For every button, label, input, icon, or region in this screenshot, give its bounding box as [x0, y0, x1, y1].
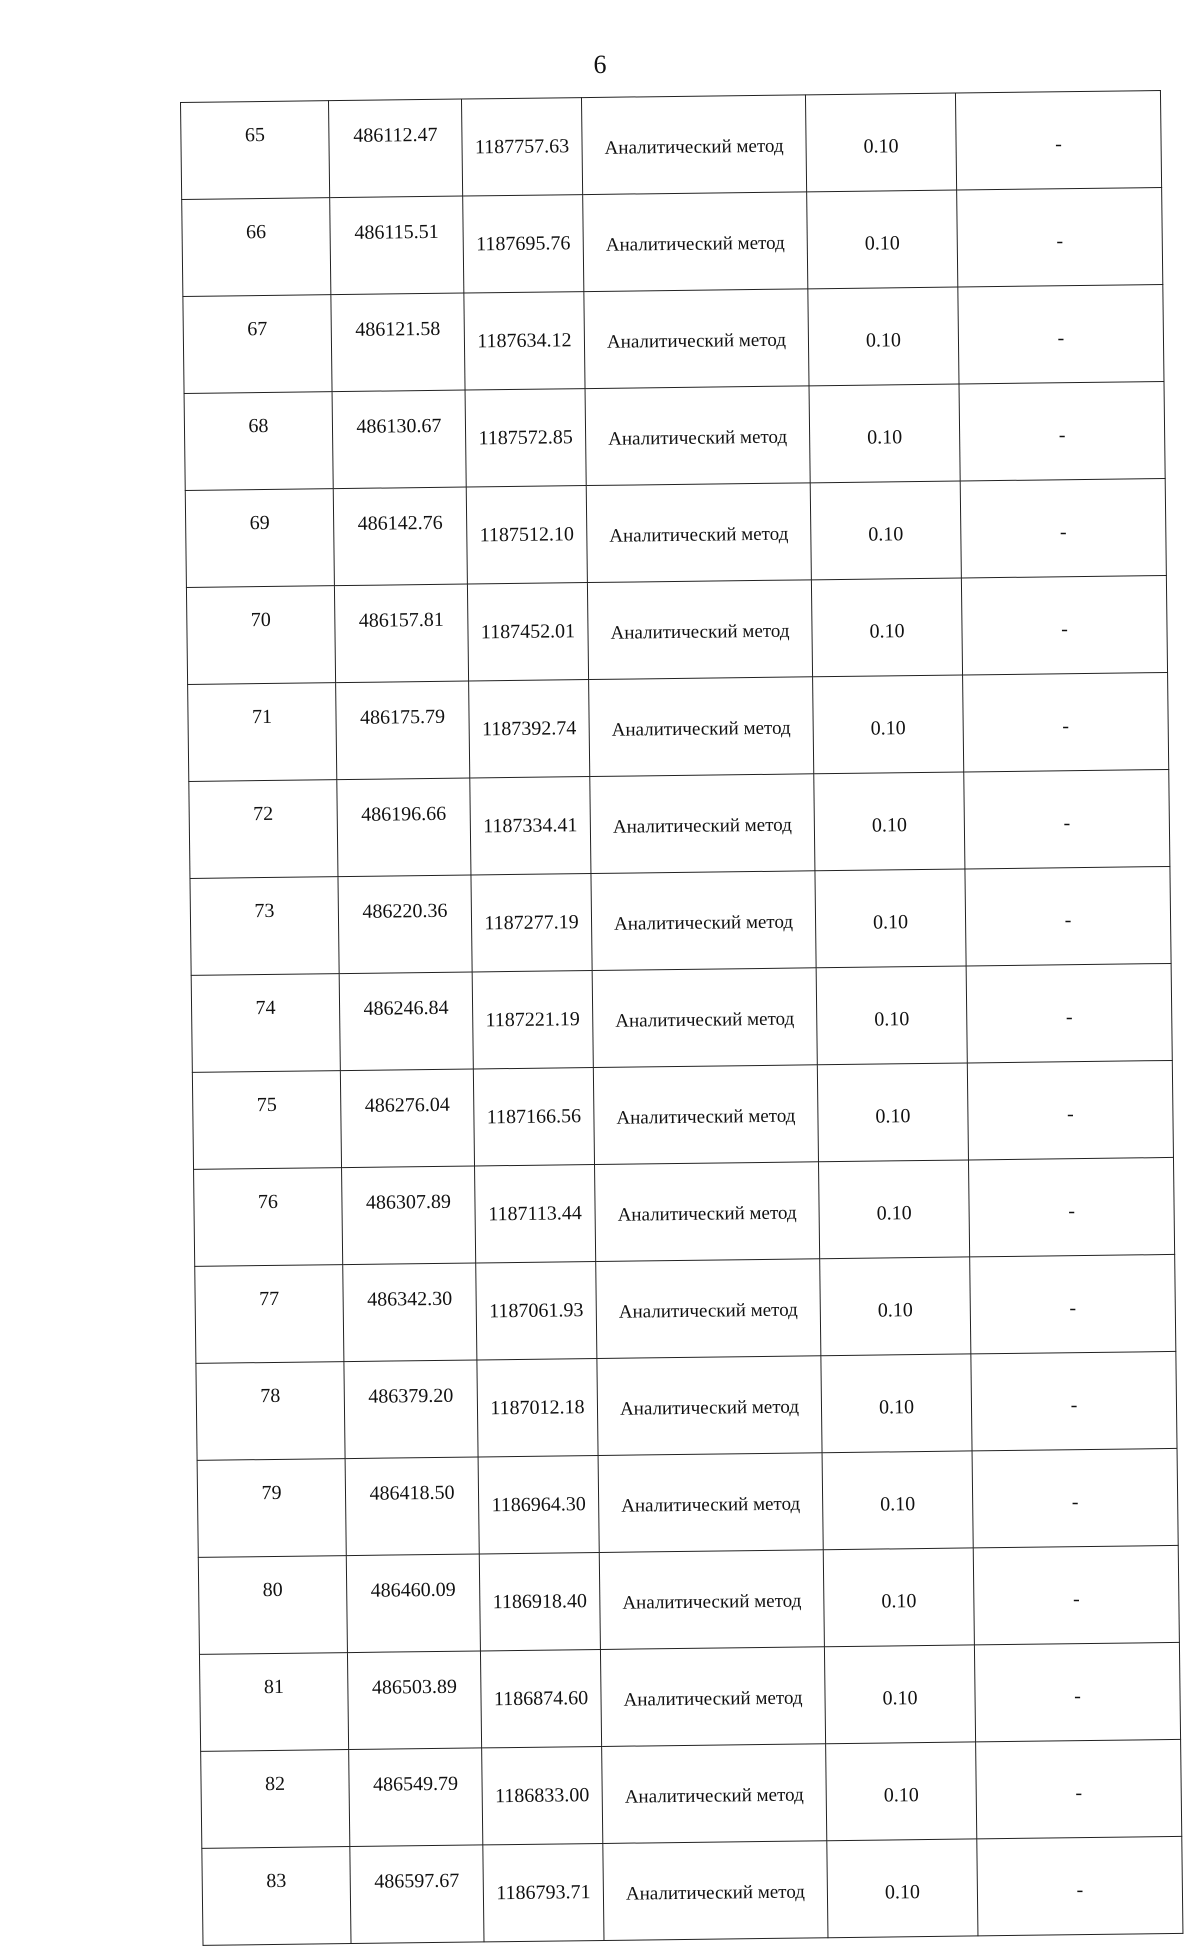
coordinate-y-cell: 1187512.10 — [466, 486, 587, 584]
point-number-cell: 78 — [196, 1362, 345, 1461]
note-cell: - — [971, 1351, 1177, 1450]
coordinate-y-cell: 1186964.30 — [478, 1455, 599, 1553]
point-number-cell: 67 — [183, 295, 332, 394]
coordinate-x-cell: 486130.67 — [332, 390, 466, 489]
method-cell: Аналитический метод — [598, 1453, 823, 1553]
table-row — [184, 381, 1165, 490]
table-row — [183, 285, 1164, 394]
method-cell: Аналитический метод — [590, 774, 815, 874]
point-number-cell: 77 — [195, 1265, 344, 1364]
method-cell: Аналитический метод — [592, 968, 817, 1068]
coordinate-x-cell: 486246.84 — [339, 972, 473, 1071]
method-cell: Аналитический метод — [586, 483, 811, 583]
coordinate-y-cell: 1187012.18 — [477, 1359, 598, 1457]
coordinate-y-cell: 1186793.71 — [483, 1843, 604, 1941]
accuracy-cell: 0.10 — [827, 1839, 978, 1938]
coordinate-x-cell: 486220.36 — [338, 875, 472, 974]
point-number-cell: 69 — [185, 489, 334, 588]
coordinate-y-cell: 1187113.44 — [475, 1165, 596, 1263]
point-number-cell: 79 — [197, 1459, 346, 1558]
coordinates-table-body — [181, 91, 1183, 1946]
coordinates-table-wrapper — [180, 90, 1182, 1946]
table-row — [182, 188, 1163, 297]
accuracy-cell: 0.10 — [818, 1160, 969, 1259]
table-row — [189, 769, 1170, 878]
coordinate-x-cell: 486379.20 — [344, 1360, 478, 1459]
method-cell: Аналитический метод — [599, 1550, 824, 1650]
coordinate-y-cell: 1187572.85 — [465, 389, 586, 487]
coordinate-y-cell: 1187392.74 — [469, 680, 590, 778]
note-cell: - — [970, 1254, 1176, 1353]
method-cell: Аналитический метод — [603, 1841, 828, 1941]
method-cell: Аналитический метод — [584, 289, 809, 389]
method-cell: Аналитический метод — [587, 580, 812, 680]
table-row — [185, 478, 1166, 587]
accuracy-cell: 0.10 — [810, 481, 961, 580]
coordinate-x-cell: 486503.89 — [347, 1651, 481, 1750]
coordinate-x-cell: 486418.50 — [345, 1457, 479, 1556]
accuracy-cell: 0.10 — [815, 869, 966, 968]
coordinates-table — [180, 90, 1183, 1946]
note-cell: - — [958, 285, 1164, 384]
method-cell: Аналитический метод — [593, 1065, 818, 1165]
coordinate-y-cell: 1186918.40 — [479, 1552, 600, 1650]
coordinate-x-cell: 486342.30 — [343, 1263, 477, 1362]
method-cell: Аналитический метод — [581, 95, 806, 195]
accuracy-cell: 0.10 — [813, 675, 964, 774]
accuracy-cell: 0.10 — [823, 1548, 974, 1647]
note-cell: - — [955, 91, 1161, 190]
accuracy-cell: 0.10 — [814, 772, 965, 871]
point-number-cell: 81 — [199, 1653, 348, 1752]
method-cell: Аналитический метод — [596, 1259, 821, 1359]
accuracy-cell: 0.10 — [816, 966, 967, 1065]
point-number-cell: 80 — [198, 1556, 347, 1655]
table-row — [198, 1545, 1179, 1654]
table-row — [191, 963, 1172, 1072]
accuracy-cell: 0.10 — [820, 1257, 971, 1356]
note-cell: - — [959, 381, 1165, 480]
note-cell: - — [964, 769, 1170, 868]
coordinate-y-cell: 1187166.56 — [473, 1068, 594, 1166]
note-cell: - — [961, 575, 1167, 674]
table-row — [196, 1351, 1177, 1460]
table-row — [202, 1836, 1183, 1945]
point-number-cell: 73 — [190, 877, 339, 976]
accuracy-cell: 0.10 — [822, 1451, 973, 1550]
coordinate-x-cell: 486549.79 — [349, 1748, 483, 1847]
method-cell: Аналитический метод — [589, 677, 814, 777]
method-cell: Аналитический метод — [602, 1744, 827, 1844]
note-cell: - — [965, 866, 1171, 965]
accuracy-cell: 0.10 — [808, 287, 959, 386]
note-cell: - — [960, 478, 1166, 577]
note-cell: - — [963, 672, 1169, 771]
method-cell: Аналитический метод — [595, 1162, 820, 1262]
coordinate-x-cell: 486121.58 — [331, 293, 465, 392]
table-row — [201, 1739, 1182, 1848]
accuracy-cell: 0.10 — [817, 1063, 968, 1162]
table-row — [195, 1254, 1176, 1363]
coordinate-y-cell: 1186874.60 — [480, 1649, 601, 1747]
accuracy-cell: 0.10 — [805, 93, 956, 192]
coordinate-x-cell: 486307.89 — [342, 1166, 476, 1265]
point-number-cell: 72 — [189, 780, 338, 879]
note-cell: - — [977, 1836, 1183, 1935]
accuracy-cell: 0.10 — [826, 1742, 977, 1841]
accuracy-cell: 0.10 — [811, 578, 962, 677]
note-cell: - — [972, 1448, 1178, 1547]
method-cell: Аналитический метод — [591, 871, 816, 971]
method-cell: Аналитический метод — [585, 386, 810, 486]
table-row — [188, 672, 1169, 781]
table-row — [192, 1060, 1173, 1169]
coordinate-x-cell: 486276.04 — [340, 1069, 474, 1168]
accuracy-cell: 0.10 — [824, 1645, 975, 1744]
method-cell: Аналитический метод — [583, 192, 808, 292]
coordinate-y-cell: 1187757.63 — [461, 98, 582, 196]
coordinate-x-cell: 486112.47 — [328, 99, 462, 198]
note-cell: - — [957, 188, 1163, 287]
coordinate-y-cell: 1187695.76 — [463, 195, 584, 293]
point-number-cell: 71 — [188, 683, 337, 782]
coordinate-x-cell: 486115.51 — [330, 196, 464, 295]
note-cell: - — [974, 1642, 1180, 1741]
coordinate-x-cell: 486597.67 — [350, 1845, 484, 1944]
point-number-cell: 76 — [194, 1168, 343, 1267]
table-row — [190, 866, 1171, 975]
note-cell: - — [967, 1060, 1173, 1159]
coordinate-x-cell: 486175.79 — [336, 681, 470, 780]
point-number-cell: 66 — [182, 198, 331, 297]
coordinate-x-cell: 486157.81 — [334, 584, 468, 683]
coordinate-y-cell: 1187221.19 — [472, 971, 593, 1069]
point-number-cell: 65 — [181, 101, 330, 200]
note-cell: - — [973, 1545, 1179, 1644]
accuracy-cell: 0.10 — [807, 190, 958, 289]
note-cell: - — [968, 1157, 1174, 1256]
table-row — [181, 91, 1162, 200]
point-number-cell: 68 — [184, 392, 333, 491]
coordinate-x-cell: 486142.76 — [333, 487, 467, 586]
coordinate-y-cell: 1187452.01 — [467, 583, 588, 681]
coordinate-x-cell: 486460.09 — [346, 1554, 480, 1653]
accuracy-cell: 0.10 — [821, 1354, 972, 1453]
accuracy-cell: 0.10 — [809, 384, 960, 483]
page-number: 6 — [593, 50, 607, 79]
note-cell: - — [976, 1739, 1182, 1838]
coordinate-y-cell: 1186833.00 — [482, 1746, 603, 1844]
coordinate-x-cell: 486196.66 — [337, 778, 471, 877]
coordinate-y-cell: 1187634.12 — [464, 292, 585, 390]
coordinate-y-cell: 1187061.93 — [476, 1262, 597, 1360]
point-number-cell: 82 — [201, 1750, 350, 1849]
note-cell: - — [966, 963, 1172, 1062]
table-row — [197, 1448, 1178, 1557]
point-number-cell: 70 — [186, 586, 335, 685]
method-cell: Аналитический метод — [597, 1356, 822, 1456]
point-number-cell: 83 — [202, 1847, 351, 1946]
table-row — [194, 1157, 1175, 1266]
point-number-cell: 74 — [191, 974, 340, 1073]
table-row — [186, 575, 1167, 684]
coordinate-y-cell: 1187334.41 — [470, 777, 591, 875]
method-cell: Аналитический метод — [600, 1647, 825, 1747]
coordinate-y-cell: 1187277.19 — [471, 874, 592, 972]
point-number-cell: 75 — [192, 1071, 341, 1170]
